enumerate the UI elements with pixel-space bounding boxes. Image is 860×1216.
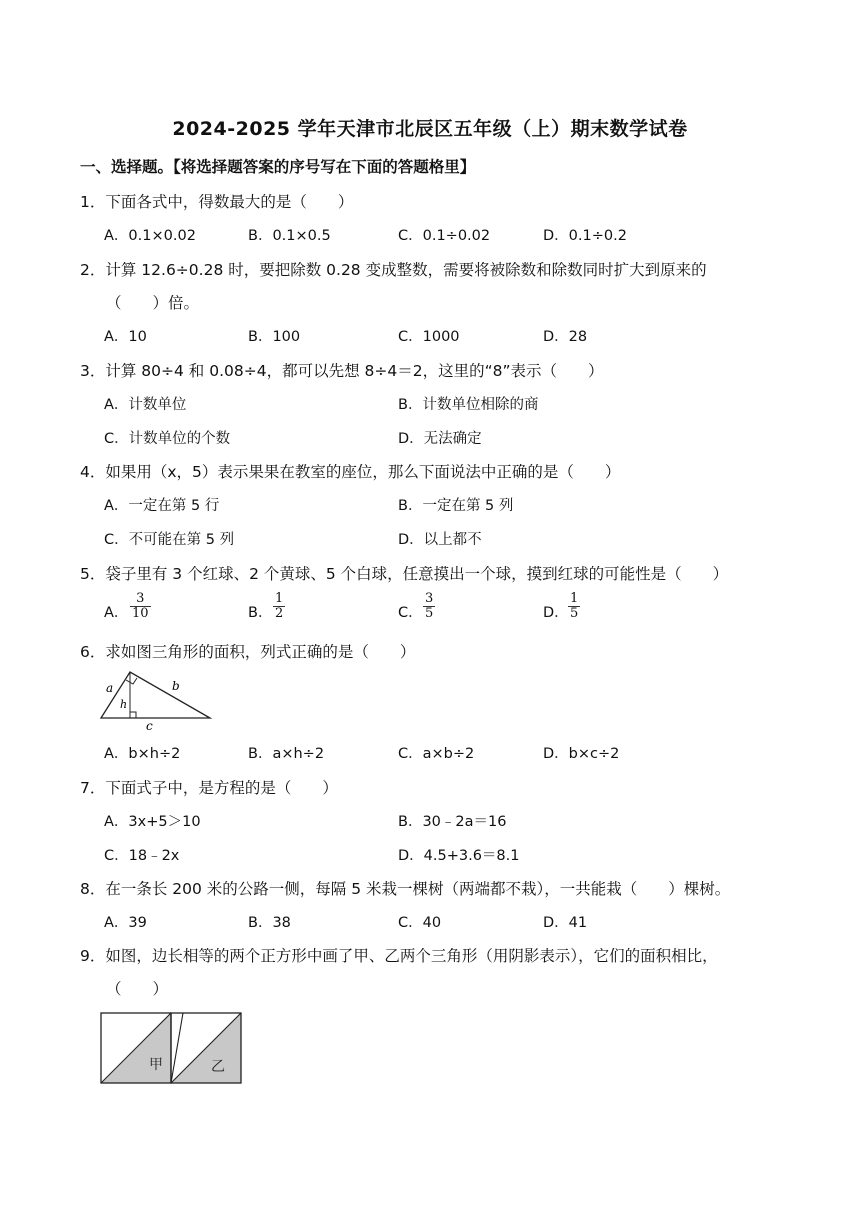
q4-option-d: D．以上都不 bbox=[398, 532, 482, 548]
q1-option-a: A．0.1×0.02 bbox=[104, 228, 196, 244]
q3-option-c: C．计数单位的个数 bbox=[104, 431, 231, 447]
q4-option-c: C．不可能在第 5 列 bbox=[104, 532, 235, 548]
q8-option-d: D．41 bbox=[543, 915, 588, 931]
q5-option-d-fraction bbox=[568, 592, 580, 621]
question-2-line2: （ ）倍。 bbox=[106, 294, 200, 312]
q5-option-d-letter: D． bbox=[543, 605, 569, 621]
q2-option-d: D．28 bbox=[543, 329, 588, 345]
fraction-denominator: 5 bbox=[425, 606, 434, 621]
question-2-line1: 2．计算 12.6÷0.28 时，要把除数 0.28 变成整数，需要将被除数和除数同时扩大到原来的 bbox=[80, 261, 707, 279]
section-heading: 一、选择题。【将选择题答案的序号写在下面的答题格里】 bbox=[80, 158, 476, 176]
question-1: 1．下面各式中，得数最大的是（ ） bbox=[80, 193, 354, 211]
fraction-numerator: 3 bbox=[136, 591, 145, 606]
fraction-numerator: 1 bbox=[275, 591, 284, 606]
question-4: 4．如果用（x，5）表示果果在教室的座位，那么下面说法中正确的是（ ） bbox=[80, 463, 621, 481]
fraction-numerator: 1 bbox=[570, 591, 579, 606]
fraction-denominator: 5 bbox=[570, 606, 579, 621]
q7-option-c: C．18﹣2x bbox=[104, 848, 180, 864]
q7-option-b: B．30﹣2a＝16 bbox=[398, 814, 507, 830]
q3-option-a: A．计数单位 bbox=[104, 397, 187, 413]
q7-option-a: A．3x+5＞10 bbox=[104, 814, 201, 830]
triangle-figure bbox=[98, 668, 214, 732]
right-angle-mark-base bbox=[130, 712, 136, 718]
label-jia: 甲 bbox=[149, 1057, 163, 1073]
question-9-line1: 9．如图，边长相等的两个正方形中画了甲、乙两个三角形（用阴影表示），它们的面积相比， bbox=[80, 947, 718, 965]
q5-option-a-fraction bbox=[130, 592, 151, 621]
q5-option-b-fraction bbox=[273, 592, 285, 621]
label-h: h bbox=[120, 698, 128, 711]
question-6: 6．求如图三角形的面积，列式正确的是（ ） bbox=[80, 643, 416, 661]
q2-option-c: C．1000 bbox=[398, 329, 460, 345]
q5-option-c-letter: C． bbox=[398, 605, 423, 621]
q8-option-a: A．39 bbox=[104, 915, 147, 931]
right-angle-mark-top bbox=[126, 678, 137, 684]
label-b: b bbox=[172, 679, 180, 693]
fraction-denominator: 10 bbox=[132, 606, 149, 621]
question-7: 7．下面式子中，是方程的是（ ） bbox=[80, 779, 338, 797]
q5-option-c-fraction bbox=[423, 592, 435, 621]
q5-option-b-letter: B． bbox=[248, 605, 273, 621]
question-8: 8．在一条长 200 米的公路一侧，每隔 5 米栽一棵树（两端都不栽），一共能栽（ ）棵树。 bbox=[80, 880, 731, 898]
triangle-shape bbox=[101, 672, 210, 718]
label-a: a bbox=[106, 681, 114, 695]
q8-option-c: C．40 bbox=[398, 915, 442, 931]
q6-option-d: D．b×c÷2 bbox=[543, 746, 620, 762]
q2-option-a: A．10 bbox=[104, 329, 147, 345]
question-9-line2: （ ） bbox=[106, 980, 169, 998]
q1-option-c: C．0.1÷0.02 bbox=[398, 228, 491, 244]
label-c: c bbox=[146, 719, 153, 732]
q4-option-a: A．一定在第 5 行 bbox=[104, 498, 220, 514]
label-yi: 乙 bbox=[211, 1059, 225, 1075]
page-title: 2024-2025 学年天津市北辰区五年级（上）期末数学试卷 bbox=[172, 118, 688, 140]
question-5: 5．袋子里有 3 个红球、2 个黄球、5 个白球，任意摸出一个球，摸到红球的可能性是（ ） bbox=[80, 565, 729, 583]
squares-figure bbox=[99, 1011, 243, 1085]
q1-option-b: B．0.1×0.5 bbox=[248, 228, 331, 244]
q7-option-d: D．4.5+3.6＝8.1 bbox=[398, 848, 520, 864]
q6-option-b: B．a×h÷2 bbox=[248, 746, 325, 762]
q4-option-b: B．一定在第 5 列 bbox=[398, 498, 514, 514]
q3-option-d: D．无法确定 bbox=[398, 431, 482, 447]
q3-option-b: B．计数单位相除的商 bbox=[398, 397, 539, 413]
q1-option-d: D．0.1÷0.2 bbox=[543, 228, 627, 244]
q2-option-b: B．100 bbox=[248, 329, 301, 345]
q6-option-c: C．a×b÷2 bbox=[398, 746, 475, 762]
question-3: 3．计算 80÷4 和 0.08÷4，都可以先想 8÷4＝2，这里的“8”表示（ ） bbox=[80, 362, 604, 380]
q5-option-a-letter: A． bbox=[104, 605, 129, 621]
q6-option-a: A．b×h÷2 bbox=[104, 746, 181, 762]
q8-option-b: B．38 bbox=[248, 915, 291, 931]
fraction-numerator: 3 bbox=[425, 591, 434, 606]
fraction-denominator: 2 bbox=[275, 606, 284, 621]
